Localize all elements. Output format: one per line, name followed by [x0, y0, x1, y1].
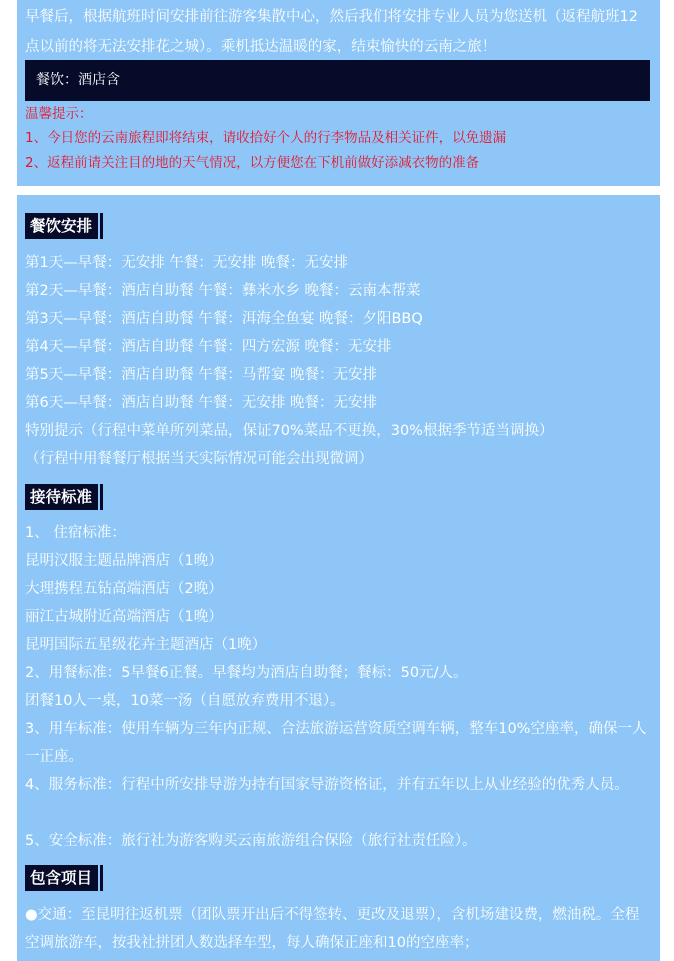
- warning-title: 温馨提示：: [25, 106, 93, 122]
- dining-day-5: 第5天—早餐：酒店自助餐 午餐：马帮宴 晚餐：无安排: [25, 367, 377, 383]
- reception-line: 昆明汉服主题品牌酒店（1晚）: [25, 553, 223, 569]
- day-end-panel: [17, 0, 660, 186]
- reception-title: 接待标准: [25, 484, 98, 510]
- reception-car: 3、用车标准：使用车辆为三年内正规、合法旅游运营资质空调车辆，整车10%空座率，确保一人一正座。: [25, 721, 647, 765]
- dining-day-4: 第4天—早餐：酒店自助餐 午餐：四方宏源 晚餐：无安排: [25, 339, 392, 355]
- dining-day-2: 第2天—早餐：酒店自助餐 午餐：彝米水乡 晚餐：云南本帮菜: [25, 283, 421, 299]
- dining-title: 餐饮安排: [25, 213, 98, 239]
- reception-heading: [25, 484, 103, 510]
- reception-line: 1、 住宿标准：: [25, 525, 126, 541]
- meal-bar: 餐饮：酒店含: [25, 60, 650, 101]
- intro-text: 早餐后，根据航班时间安排前往游客集散中心，然后我们将安排专业人员为您送机（返程航班12点以前的将无法安排花之城）。乘机抵达温暖的家，结束愉快的云南之旅！: [25, 9, 638, 55]
- warning-item-2: 2、返程前请关注目的地的天气情况，以方便您在下机前做好添减衣物的准备: [25, 155, 480, 171]
- dining-note-2: （行程中用餐餐厅根据当天实际情况可能会出现微调）: [25, 451, 373, 467]
- reception-line: 昆明国际五星级花卉主题酒店（1晚）: [25, 637, 267, 653]
- dining-day-6: 第6天—早餐：酒店自助餐 午餐：无安排 晚餐：无安排: [25, 395, 377, 411]
- dining-day-3: 第3天—早餐：酒店自助餐 午餐：洱海全鱼宴 晚餐：夕阳BBQ: [25, 311, 423, 327]
- included-text: ●交通：至昆明往返机票（团队票开出后不得签转、更改及退票），含机场建设费，燃油税。全程空调旅游车，按我社拼团人数选择车型，每人确保正座和10的空座率；: [25, 907, 640, 951]
- reception-guide: 4、服务标准：行程中所安排导游为持有国家导游资格证，并有五年以上从业经验的优秀人员。: [25, 777, 629, 793]
- dining-heading: [25, 213, 103, 239]
- included-title: 包含项目: [25, 865, 98, 891]
- heading-bar: [100, 213, 103, 239]
- reception-line: 团餐10人一桌，10菜一汤（自愿放弃费用不退）。: [25, 693, 345, 709]
- dining-day-1: 第1天—早餐：无安排 午餐：无安排 晚餐：无安排: [25, 255, 348, 271]
- reception-line: 大理携程五钻高端酒店（2晚）: [25, 581, 223, 597]
- heading-bar: [100, 484, 103, 510]
- reception-line: 丽江古城附近高端酒店（1晚）: [25, 609, 223, 625]
- warning-item-1: 1、今日您的云南旅程即将结束，请收拾好个人的行李物品及相关证件，以免遗漏: [25, 130, 507, 146]
- heading-bar: [100, 865, 103, 891]
- details-panel: [17, 195, 660, 961]
- included-heading: [25, 865, 103, 891]
- reception-safety: 5、安全标准：旅行社为游客购买云南旅游组合保险（旅行社责任险）。: [25, 833, 477, 849]
- reception-line: 2、用餐标准：5早餐6正餐。早餐均为酒店自助餐；餐标：50元/人。: [25, 665, 468, 681]
- dining-note-1: 特别提示（行程中菜单所列菜品，保证70%菜品不更换，30%根据季节适当调换）: [25, 423, 554, 439]
